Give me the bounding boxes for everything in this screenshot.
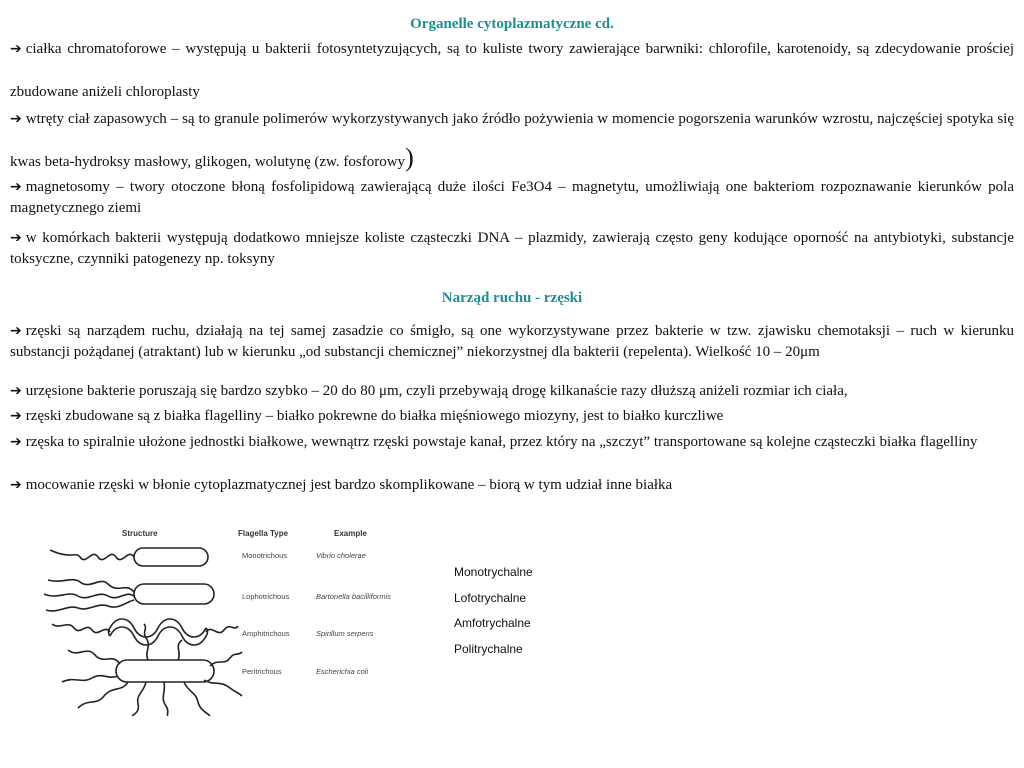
figure-type-lophotrichous: Lophotrichous (242, 592, 290, 601)
section-heading-organelles: Organelle cytoplazmatyczne cd. (410, 16, 614, 32)
paragraph-plasmids: ➔ w komórkach bakterii występują dodatkowo mniejsze koliste cząsteczki DNA – plazmidy, zawierają często geny kodujące oporność na antybiotyki, substancje toksyczne, czynniki patogenezy np. toksyny (10, 230, 1014, 267)
right-arrow-icon: ➔ (10, 408, 22, 424)
bacterium-monotrichous (50, 548, 208, 566)
paragraph-flagella-function: ➔ rzęski są narządem ruchu, działają na tej samej zasadzie co śmigło, są one wykorzystywane przez bakterie w tzw. zjawisku chemotaksji – ruch w kierunku substancji pożądanej (atraktant) lub w kierunku „od substancji chemicznej” niekorzystnej dla bakterii (repelenta). Wielkość 10 – 20μm (10, 323, 1014, 360)
paragraph-magnetosomes: ➔ magnetosomy – twory otoczone błoną fosfolipidową zawierającą duże ilości Fe3O4 – magnetytu, umożliwiają one bakteriom rozpoznawanie kierunków pola magnetycznego ziemi (10, 179, 1014, 216)
label-politrychalne: Politrychalne (454, 641, 523, 656)
figure-type-peritrichous: Peritrichous (242, 667, 282, 676)
figure-example-lophotrichous: Bartonella bacilliformis (316, 592, 392, 601)
right-arrow-icon: ➔ (10, 111, 22, 127)
flagella-type-labels (454, 560, 533, 662)
paragraph-flagella-speed: ➔ urzęsione bakterie poruszają się bardzo szybko – 20 do 80 μm, czyli przebywają drogę kilkanaście razy dłuższą aniżeli rozmiar ich ciała, (10, 381, 1014, 402)
figure-header-structure: Structure (122, 529, 158, 538)
figure-example-peritrichous: Escherichia coli (316, 667, 369, 676)
figure-example-amphitrichous: Spirillum serpens (316, 629, 374, 638)
right-arrow-icon: ➔ (10, 41, 22, 57)
label-amfotrychalne: Amfotrychalne (454, 616, 531, 630)
paragraph-flagella-anchoring: ➔ mocowanie rzęski w błonie cytoplazmatycznej jest bardzo skomplikowane – biorą w tym udział inne białka (10, 475, 1014, 496)
bacterium-peritrichous (62, 624, 242, 716)
right-arrow-icon: ➔ (10, 477, 22, 493)
right-arrow-icon: ➔ (10, 323, 22, 339)
figure-type-monotrichous: Monotrichous (242, 551, 288, 560)
figure-type-amphitrichous: Amphitrichous (242, 629, 290, 638)
right-arrow-icon: ➔ (10, 383, 22, 399)
figure-example-monotrichous: Vibrio cholerae (316, 551, 366, 560)
paragraph-chromatophores: ➔ ciałka chromatoforowe – występują u bakterii fotosyntetyzujących, są to kuliste twory zawierające barwniki: chlorofile, karotenoidy, są zdecydowanie prościej zbudowane aniżeli chloroplasty (10, 28, 1014, 114)
right-arrow-icon: ➔ (10, 230, 22, 246)
paragraph-flagella-structure: ➔ rzęska to spiralnie ułożone jednostki białkowe, wewnątrz rzęski powstaje kanał, przez który na „szczyt” transportowane są kolejne cząsteczki białka flagelliny (10, 432, 1014, 453)
right-arrow-icon: ➔ (10, 434, 22, 450)
paragraph-storage-inclusions: ➔ wtręty ciał zapasowych – są to granule polimerów wykorzystywanych jako źródło pożywienia w momencie pogorszenia warunków wzrostu, najczęściej spotyka się kwas beta-hydroksy masłowy, glikogen, wolutynę (zw. fosforowy) (10, 98, 1014, 184)
label-monotrychalne: Monotrychalne (454, 565, 533, 579)
label-lofotrychalne: Lofotrychalne (454, 590, 527, 605)
flagella-types-figure (38, 520, 410, 716)
figure-header-type: Flagella Type (238, 529, 289, 538)
paragraph-flagellin: ➔ rzęski zbudowane są z białka flagelliny – białko pokrewne do białka mięśniowego miozyny, jest to białko kurczliwe (10, 406, 1014, 427)
figure-header-example: Example (334, 529, 367, 538)
section-heading-flagella: Narząd ruchu - rzęski (441, 290, 583, 306)
bacterium-lophotrichous (44, 580, 214, 611)
right-arrow-icon: ➔ (10, 179, 22, 195)
